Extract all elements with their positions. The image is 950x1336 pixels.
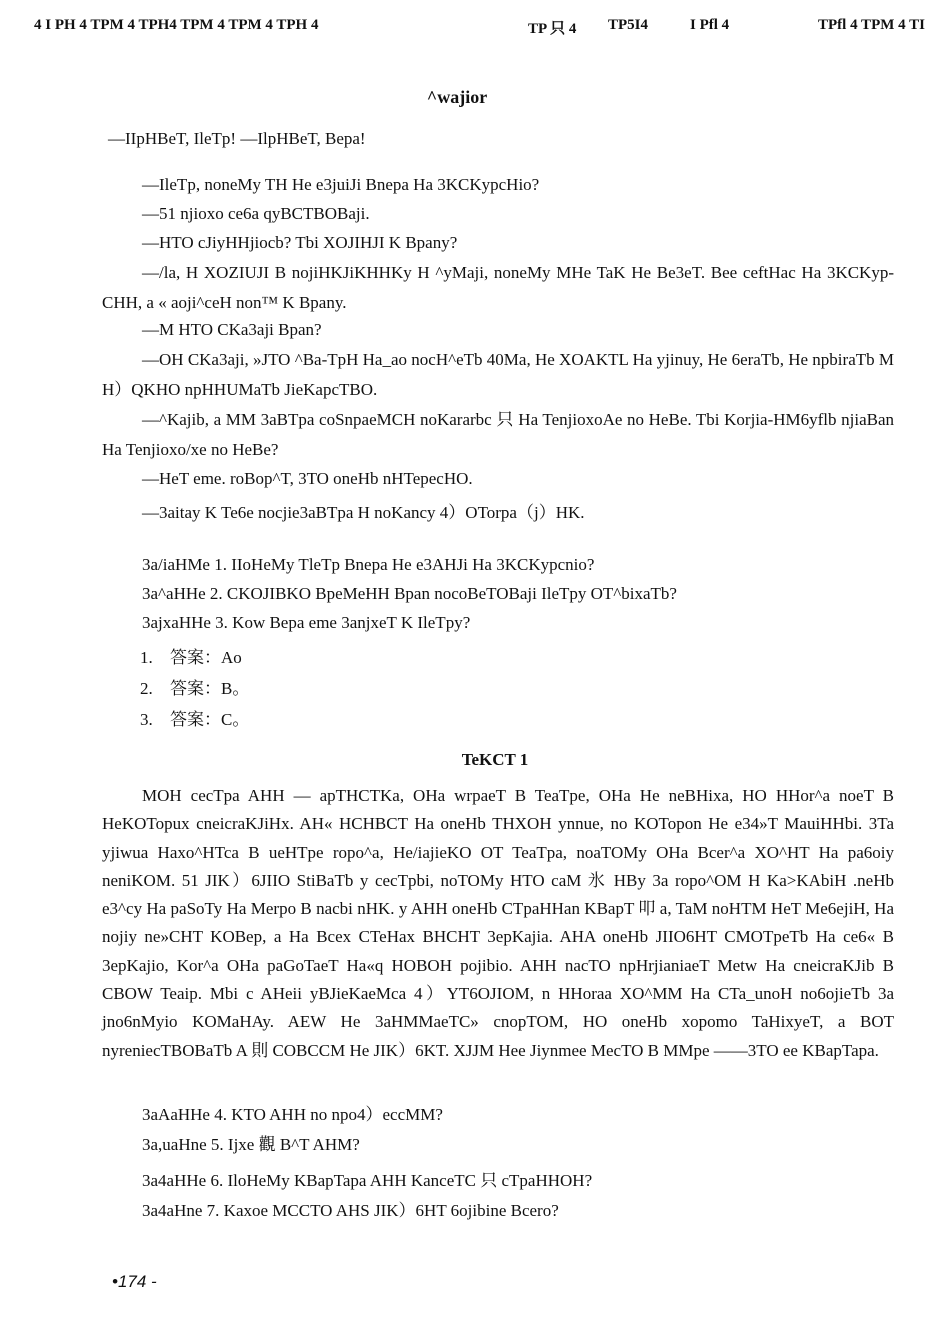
section-title: TeKCT 1 <box>461 750 529 769</box>
header-segment: TP5I4 <box>608 17 649 33</box>
dialogue-greeting: —IIpHBeT, IleTp! —IlpHBeT, Bepa! <box>108 129 366 148</box>
dialogue-paragraph: —/la, H XOZIUJI B nojiHKJiKHHKy H ^yMaji, noneMy MHe TaK He Be3eT. Bee ceftHac Ha 3KCKyp- CHH, a « aoji^ceH non™ K Bpany. <box>102 263 894 312</box>
dialogue-paragraph: —OH CKa3aji, »JTO ^Ba-TpH Ha_ao nocH^eTb 40Ma, He XOAKTL Ha yjinuy, He 6eraTb, He npbiraTb M H）QKHO npHHUMaTb JieKapcTBO. <box>102 350 894 399</box>
dialogue-line: —51 njioxo ce6a qyBCTBOBaji. <box>142 204 370 223</box>
exercise-question: 3a4aHHe 6. IloHeMy KBapTapa AHH KancеTC 只 cTpaHHOH? <box>142 1171 593 1190</box>
dialogue-line: —HeT eme. roBop^T, 3TO oneHb nHTepecHO. <box>142 469 473 488</box>
exercise-question: 3a^aHHe 2. CKOJIBKO BpeMeHH Bpan nocoBeTOBaji IleTpy OT^bixaTb? <box>142 584 677 603</box>
text-paragraph: MOH cecTpa AHH — apTHCTKa, OHa wrpaeT B TeaTpe, OHa He neBHixa, HO HHor^a noeT B HeKOTopux cneicraKJiHx. AH« HCHBCT Ha oneHb THXOH ynnue, no KOTopon He e34»T MauiHHbi. 3Ta yjiwua Haxo^HTca B ueHTpe ropo^a, He/iajieKO OT TeaTpa, noaTOMy OHa Bcer^a XO^HT Ha pa6oiy neniKOM. 51 JIK）6JIIO StiBaTb y cecTpbi, noTOMy HTO caM 氷 HBy 3a ropo^OM H Ka>KAbiH .neHb e3^cy Ha paSoTy Ha Merpo B nacbi nHK. y AHH oneHb CTpaHHan KBapT 叩 a, TaM noHTM HeT Me6ejiH, Ha nojiy ne»CHT KOBep, a Ha Bcex CTeHax BHCHT 3epKajia. AHA oneHb JIIO6HT CMOTpeTb Ha ce6« B 3epKajio, Kor^a OHa paGoTaeT Ha«q HOBOH pojibio. AHH nacTO npHrjianiaeT Metw Ha cneicraKJib B CBOW Teaip. Mbi c AHeii yBJieKaeMca 4）YT6OJIOM, n HHoraa XO^MM Ha CTa_unoH no6ojieTb 3a jno6nMyio KOMaHAy. AEW He 3aHMMaeTC» cnopTOM, HO oneHb xopomo TaHixyeT, a BOT nyreniecTBOBaTb A 則 COBCCM He JIK）6KT. XJJM Hee Jiynmee MecTO B MMpe ——3TO ee KBapTapa. <box>102 786 894 1060</box>
exercise-question: 3ajxaHHe 3. Kow Bepa eme 3anjxeT K IleTpy? <box>142 613 471 632</box>
answer-text: 答案：B。 <box>170 679 250 698</box>
page-number: •174 - <box>112 1272 157 1291</box>
answer-number: 1. <box>140 648 153 667</box>
dialogue-line: —3aitay K Te6e nocjie3aBTpa H noKancy 4）OTorpa（j）HK. <box>142 503 585 522</box>
header-segment: I Pfl 4 <box>690 17 730 33</box>
answer-text: 答案：C。 <box>170 710 250 729</box>
page-header <box>0 17 950 39</box>
dialogue-line: —M HTO CKa3aji Bpan? <box>142 320 322 339</box>
header-segment: 4 I PH 4 TPM 4 TPH4 TPM 4 TPM 4 TPH 4 <box>34 17 319 33</box>
page-title: ^wajior <box>426 87 488 107</box>
header-segment: TPfl 4 TPM 4 TI <box>818 17 925 33</box>
answer-number: 2. <box>140 679 153 698</box>
dialogue-line: —HTO cJiyHHjiocb? Tbi XOJIHJI K Bpany? <box>142 233 458 252</box>
exercise-question: 3a4aHne 7. Kaxoe MCCTO AHS JIK）6HT 6ojibine Bcero? <box>142 1201 559 1220</box>
answer-text: 答案：Ao <box>170 648 242 667</box>
answer-item <box>140 674 249 699</box>
answer-item <box>140 705 249 730</box>
exercise-question: 3aAaHHe 4. KTO AHH no npo4）eccMM? <box>142 1105 443 1124</box>
exercise-question: 3a/iaHMe 1. IIoHeMy TleTp Bnepa He e3AHJi Ha 3KCKypcnio? <box>142 555 595 574</box>
dialogue-line: —IleTp, noneMy TH He e3juiJi Bnepa Ha 3KCKypcHio? <box>142 175 540 194</box>
dialogue-paragraph: —^Kajib, a MM 3aBTpa coSnpaeMCH noKararbc 只 Ha TenjioxoAe no HeBe. Tbi Korjia-HM6yflb njiaBan Ha Tenjioxo/xe no HeBe? <box>102 410 894 459</box>
answer-item <box>140 643 242 668</box>
answer-number: 3. <box>140 710 153 729</box>
header-segment: TP 只 4 <box>528 21 577 37</box>
exercise-question: 3a,uaHne 5. Ijxe 觀 B^T AHM? <box>142 1135 360 1154</box>
